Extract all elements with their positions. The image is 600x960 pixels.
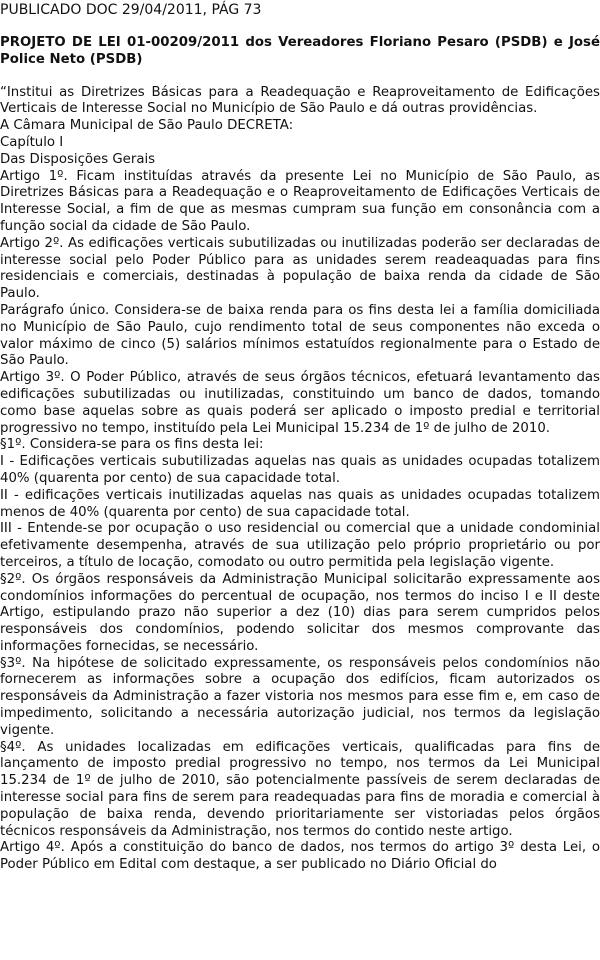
- item-iii: III - Entende-se por ocupação o uso residencial ou comercial que a unidade condominial efetivamente desempenha, através de sua utilização pelo próprio proprietário ou por terceiros, a título de locação, comodato ou outro permitida pela legislação vigente.: [0, 521, 600, 570]
- article-4: Artigo 4º. Após a constituição do banco de dados, nos termos do artigo 3º desta Lei, o Poder Público em Edital com destaque, a ser publicado no Diário Oficial do: [0, 840, 600, 873]
- bill-title: PROJETO DE LEI 01-00209/2011 dos Vereadores Floriano Pesaro (PSDB) e José Police Neto (PSDB): [0, 35, 600, 67]
- section-2: §2º. Os órgãos responsáveis da Administração Municipal solicitarão expressamente aos condomínios informações do percentual de ocupação, nos termos do inciso I e II deste Artigo, estipulando prazo não superior a dez (10) dias para serem cumpridos pelos responsáveis dos condomínios, podendo solicitar dos mesmos comprovante das informações fornecidas, se necessário.: [0, 571, 600, 654]
- chapter-subtitle: Das Disposições Gerais: [0, 151, 156, 167]
- article-1: Artigo 1º. Ficam instituídas através da presente Lei no Município de São Paulo, as Diretrizes Básicas para a Readequação e o Reaproveitamento de Edificações Verticais de Interesse Social, a fim de que as mesmas cumpram sua função em consonância com a função social da cidade de São Paulo.: [0, 168, 600, 234]
- section-1: §1º. Considera-se para os fins desta lei:: [0, 437, 264, 453]
- item-ii: II - edificações verticais inutilizadas aquelas nas quais as unidades ocupadas totalizem menos de 40% (quarenta por cento) de sua capacidade total.: [0, 487, 600, 520]
- article-2: Artigo 2º. As edificações verticais subutilizadas ou inutilizadas poderão ser declaradas de interesse social pelo Poder Público para as unidades serem readeaquadas para fins residenciais e comerciais, destinadas à população de baixa renda da cidade de São Paulo.: [0, 235, 600, 302]
- chapter-heading: Capítulo I: [0, 134, 64, 150]
- item-i: I - Edificações verticais subutilizadas aquelas nas quais as unidades ocupadas totalizem 40% (quarenta por cento) de sua capacidade total.: [0, 454, 600, 486]
- sole-paragraph: Parágrafo único. Considera-se de baixa renda para os fins desta lei a família domiciliada no Município de São Paulo, cujo rendimento total de seus componentes não exceda o valor máximo de cinco (5) salários mínimos estatuídos regionalmente para o Estado de São Paulo.: [0, 302, 600, 369]
- section-4: §4º. As unidades localizadas em edificações verticais, qualificadas para fins de lançamento de imposto predial progressivo no tempo, nos termos da Lei Municipal 15.234 de 1º de julho de 2010, são potencialmente passíveis de serem declaradas de interesse social para fins de serem para readequadas para fins de moradia e comercial à população de baixa renda, devendo prioritariamente ser vistoriadas pelos órgãos técnicos responsáveis da Administração, nos termos do contido neste artigo.: [0, 739, 600, 839]
- bill-summary: “Institui as Diretrizes Básicas para a Readequação e Reaproveitamento de Edificações Verticais de Interesse Social no Município de São Paulo e dá outras providências.: [0, 84, 600, 117]
- section-3: §3º. Na hipótese de solicitado expressamente, os responsáveis pelos condomínios não fornecerem as informações sobre a ocupação dos edifícios, ficam autorizados os responsáveis da Administração a fazer vistoria nos mesmos para esse fim e, em caso de impedimento, solicitando a necessária autorização judicial, nos termos da legislação vigente.: [0, 655, 600, 738]
- paragraph: A Câmara Municipal de São Paulo DECRETA:: [0, 118, 294, 134]
- publication-header: PUBLICADO DOC 29/04/2011, PÁG 73: [0, 2, 262, 18]
- article-3: Artigo 3º. O Poder Público, através de seus órgãos técnicos, efetuará levantamento das edificações subutilizadas ou inutilizadas, constituindo um banco de dados, tomando como base aquelas sobre as quais poderá ser aplicado o imposto predial e territorial progressivo no tempo, instituído pela Lei Municipal 15.234 de 1º de julho de 2010.: [0, 370, 600, 436]
